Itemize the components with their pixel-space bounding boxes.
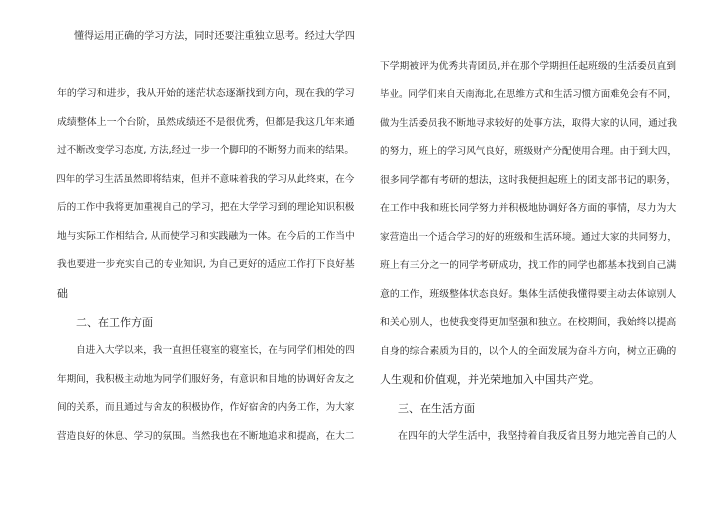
text-line: 自身的综合素质为目的，以个人的全面发展为奋斗方向，树立正确的: [380, 346, 677, 357]
text-line: 很多同学都有考研的想法，这时我便担起班上的团支部书记的职务，: [380, 175, 677, 186]
text-line: 在四年的大学生活中，我坚持着自我反省且努力地完善自己的人: [398, 431, 677, 442]
text-line: 年期间，我积极主动地为同学们服好务，有意识和目地的协调好舍友之: [57, 374, 355, 385]
text-line: 自进入大学以来，我一直担任寝室的寝室长，在与同学们相处的四: [76, 345, 355, 356]
text-line: 过不断改变学习态度, 方法,经过一步一个脚印的不断努力而来的结果。: [57, 145, 354, 156]
text-line: 下学期被评为优秀共青团员,并在那个学期担任起班级的生活委员直到: [380, 61, 677, 72]
text-line: 地与实际工作相结合, 从而使学习和实践融为一体。在今后的工作当中: [57, 231, 355, 242]
text-line: 懂得运用正确的学习方法，同时还要注重独立思考。经过大学四: [74, 31, 355, 42]
text-line: 毕业。同学们来自天南海北,在思维方式和生活习惯方面难免会有不同，: [380, 89, 677, 100]
text-line: 意的工作，班级整体状态良好。集体生活使我懂得要主动去体谅别人: [380, 289, 677, 300]
text-line: 础: [57, 287, 68, 300]
text-line: 班上有三分之一的同学考研成功，找工作的同学也都基本找到自己满: [380, 260, 677, 271]
text-line: 人生观和价值观，并光荣地加入中国共产党。: [380, 373, 600, 386]
text-line: 营造良好的休息、学习的氛围。当然我也在不断地追求和提高，在大二: [57, 431, 355, 442]
text-line: 我也要进一步充实自己的专业知识, 为自己更好的适应工作打下良好基: [57, 259, 355, 270]
section-heading: 二、在工作方面: [76, 316, 153, 329]
text-line: 家营造出一个适合学习的好的班级和生活环境。通过大家的共同努力，: [380, 232, 677, 243]
text-line: 的努力，班上的学习风气良好，班级财产分配使用合理。由于到大四，: [380, 146, 677, 157]
text-line: 和关心别人，也使我变得更加坚强和独立。在校期间，我始终以提高: [380, 317, 677, 328]
text-line: 做为生活委员我不断地寻求较好的处事方法，取得大家的认同，通过我: [380, 118, 677, 129]
text-line: 间的关系，而且通过与舍友的积极协作，作好宿舍的内务工作，为大家: [57, 402, 355, 413]
text-line: 在工作中我和班长同学努力并积极地协调好各方面的事情，尽力为大: [380, 203, 677, 214]
text-line: 四年的学习生活虽然即将结束，但并不意味着我的学习从此终束，在今: [56, 174, 355, 185]
text-line: 年的学习和进步，我从开始的迷茫状态逐渐找到方向，现在我的学习: [57, 88, 355, 99]
section-heading: 三、在生活方面: [398, 402, 475, 415]
text-line: 后的工作中我将更加重视自己的学习，把在大学学习到的理论知识积极: [57, 202, 355, 213]
text-line: 成绩整体上一个台阶，虽然成绩还不是很优秀，但都是我这几年来通: [57, 117, 355, 128]
